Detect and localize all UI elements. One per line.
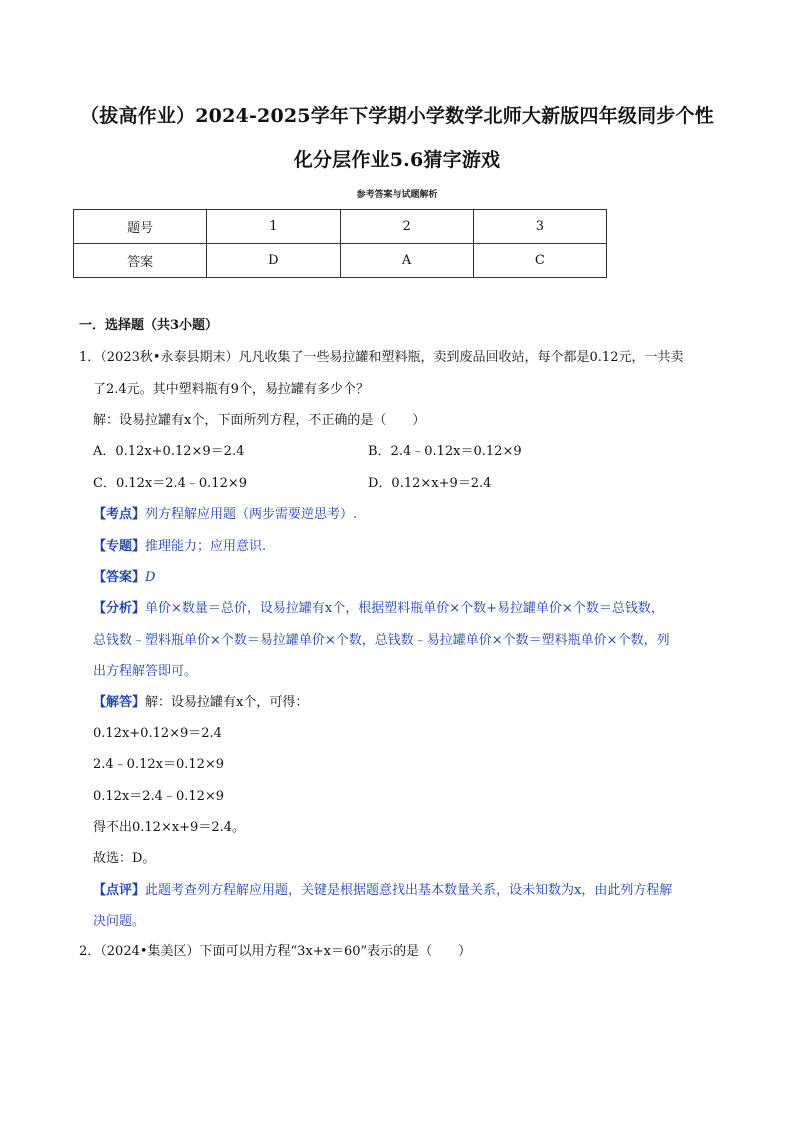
document-title-line2: 化分层作业5.6猜字游戏 (293, 149, 501, 171)
table-cell: C (473, 244, 606, 278)
solution-tag: 【解答】 (93, 695, 146, 710)
analysis-text: 单价×数量＝总价，设易拉罐有x个，根据塑料瓶单价×个数+易拉罐单价×个数＝总钱数， (145, 601, 664, 616)
topic-tag: 【专题】 (93, 539, 146, 554)
analysis-tag: 【分析】 (93, 601, 146, 616)
solution-heading (93, 693, 308, 713)
topic (93, 537, 266, 557)
answer-table (73, 209, 607, 278)
comment-line1 (93, 881, 672, 901)
table-cell: D (207, 244, 340, 278)
table-cell: 1 (207, 210, 340, 244)
knowledge-point (93, 505, 357, 525)
comment-line2: 决问题。 (93, 914, 146, 929)
comment-tag: 【点评】 (93, 883, 146, 898)
question-1-prompt: 解：设易拉罐有x个，下面所列方程，不正确的是（ ） (93, 413, 426, 428)
table-cell: 题号 (74, 210, 207, 244)
equation-1: 0.12x+0.12×9＝2.4 (93, 726, 222, 741)
comment-text: 此题考查列方程解应用题，关键是根据题意找出基本数量关系，设未知数为x，由此列方程解 (145, 883, 673, 898)
topic-text: 推理能力；应用意识. (145, 539, 267, 554)
answer-text: D (145, 570, 156, 585)
analysis-line2: 总钱数﹣塑料瓶单价×个数＝易拉罐单价×个数，总钱数﹣易拉罐单价×个数＝塑料瓶单价×个数，列 (93, 633, 670, 648)
solution-text: 解：设易拉罐有x个，可得： (145, 695, 309, 710)
analysis-line1 (93, 599, 664, 619)
question-2-text-line1: 2．（2024•集美区）下面可以用方程“3x+x＝60”表示的是（ ） (79, 944, 472, 959)
question-1-text-line1: 1．（2023秋•永泰县期末）凡凡收集了一些易拉罐和塑料瓶，卖到废品回收站，每个都是0.12元，一共卖 (79, 350, 684, 365)
document-subtitle: 参考答案与试题解析 (356, 190, 438, 200)
option-c: C．0.12x＝2.4﹣0.12×9 (93, 476, 248, 491)
knowledge-point-tag: 【考点】 (93, 507, 146, 522)
answer-tag: 【答案】 (93, 570, 146, 585)
table-cell: 答案 (74, 244, 207, 278)
question-1-text-line2: 了2.4元。其中塑料瓶有9个，易拉罐有多少个？ (93, 382, 369, 397)
option-b: B．2.4﹣0.12x＝0.12×9 (368, 444, 522, 459)
final-choice: 故选：D。 (93, 851, 156, 866)
table-cell: 3 (473, 210, 606, 244)
table-cell: 2 (340, 210, 473, 244)
analysis-line3: 出方程解答即可。 (93, 664, 198, 679)
equation-2: 2.4﹣0.12x＝0.12×9 (93, 757, 225, 772)
answer-table-row-answers (74, 244, 607, 278)
section-heading: 一．选择题（共3小题） (79, 318, 219, 333)
answer (93, 568, 155, 588)
option-d: D．0.12×x+9＝2.4 (368, 476, 492, 491)
equation-4: 得不出0.12×x+9＝2.4。 (93, 820, 246, 835)
answer-table-row-question-numbers (74, 210, 607, 244)
knowledge-point-text: 列方程解应用题（两步需要逆思考）. (145, 507, 358, 522)
document-title-line1: （拔高作业）2024-2025学年下学期小学数学北师大新版四年级同步个性 (80, 105, 714, 127)
equation-3: 0.12x＝2.4﹣0.12×9 (93, 789, 225, 804)
table-cell: A (340, 244, 473, 278)
option-a: A．0.12x+0.12×9＝2.4 (93, 444, 245, 459)
